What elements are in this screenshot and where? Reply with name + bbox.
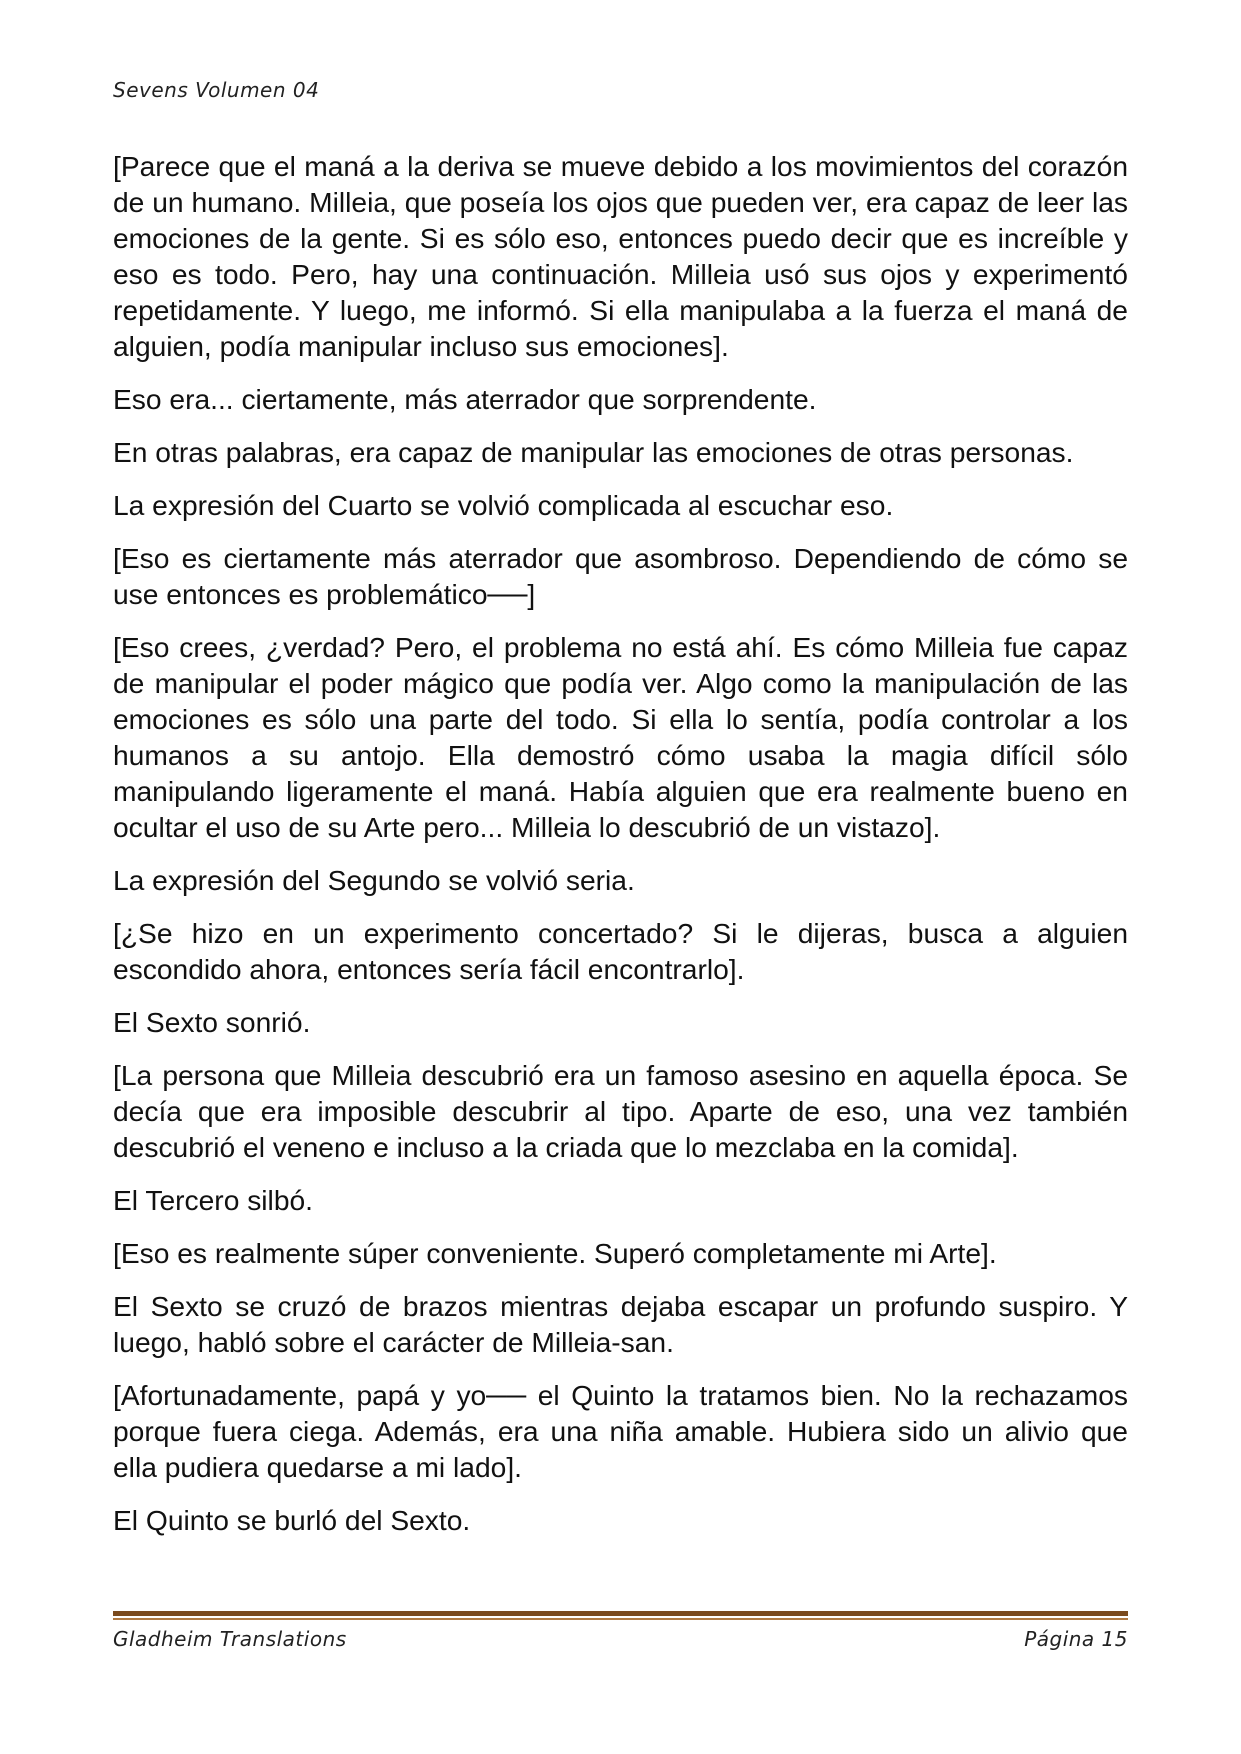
paragraph: [Eso es ciertamente más aterrador que asombroso. Dependiendo de cómo se use entonces es problemático──]	[113, 542, 1128, 610]
paragraph: Eso era... ciertamente, más aterrador que sorprendente.	[113, 383, 817, 415]
paragraph: La expresión del Segundo se volvió seria.	[113, 864, 635, 896]
paragraph: [Afortunadamente, papá y yo── el Quinto la tratamos bien. No la rechazamos porque fuera ciega. Además, era una niña amable. Hubiera sido un alivio que ella pudiera quedarse a mi lado].	[113, 1379, 1128, 1483]
paragraph: [¿Se hizo en un experimento concertado? Si le dijeras, busca a alguien escondido ahora, entonces sería fácil encontrarlo].	[113, 917, 1128, 985]
paragraph: [Parece que el maná a la deriva se mueve debido a los movimientos del corazón de un humano. Milleia, que poseía los ojos que pueden ver, era capaz de leer las emociones de la gente. Si es sólo eso, entonces puedo decir que es increíble y eso es todo. Pero, hay una continuación. Milleia usó sus ojos y experimentó repetidamente. Y luego, me informó. Si ella manipulaba a la fuerza el maná de alguien, podía manipular incluso sus emociones].	[113, 150, 1128, 362]
paragraph: En otras palabras, era capaz de manipular las emociones de otras personas.	[113, 436, 1074, 468]
paragraph: El Sexto sonrió.	[113, 1006, 311, 1038]
footer-rule-thin	[113, 1618, 1128, 1620]
paragraph: [Eso es realmente súper conveniente. Superó completamente mi Arte].	[113, 1237, 997, 1269]
paragraph: El Quinto se burló del Sexto.	[113, 1504, 471, 1536]
paragraph: [Eso crees, ¿verdad? Pero, el problema no está ahí. Es cómo Milleia fue capaz de manipular el poder mágico que podía ver. Algo como la manipulación de las emociones es sólo una parte del todo. Si ella lo sentía, podía controlar a los humanos a su antojo. Ella demostró cómo usaba la magia difícil sólo manipulando ligeramente el maná. Había alguien que era realmente bueno en ocultar el uso de su Arte pero... Milleia lo descubrió de un vistazo].	[113, 631, 1128, 843]
paragraph: La expresión del Cuarto se volvió complicada al escuchar eso.	[113, 489, 894, 521]
running-title: Sevens Volumen 04	[113, 78, 320, 102]
footer-credit: Gladheim Translations	[113, 1627, 347, 1651]
page-number: Página 15	[1024, 1627, 1128, 1651]
paragraph: [La persona que Milleia descubrió era un famoso asesino en aquella época. Se decía que era imposible descubrir al tipo. Aparte de eso, una vez también descubrió el veneno e incluso a la criada que lo mezclaba en la comida].	[113, 1059, 1128, 1163]
paragraph: El Tercero silbó.	[113, 1184, 314, 1216]
paragraph: El Sexto se cruzó de brazos mientras dejaba escapar un profundo suspiro. Y luego, habló sobre el carácter de Milleia-san.	[113, 1290, 1128, 1358]
body-text	[113, 148, 1128, 1555]
footer-rule	[113, 1611, 1128, 1616]
